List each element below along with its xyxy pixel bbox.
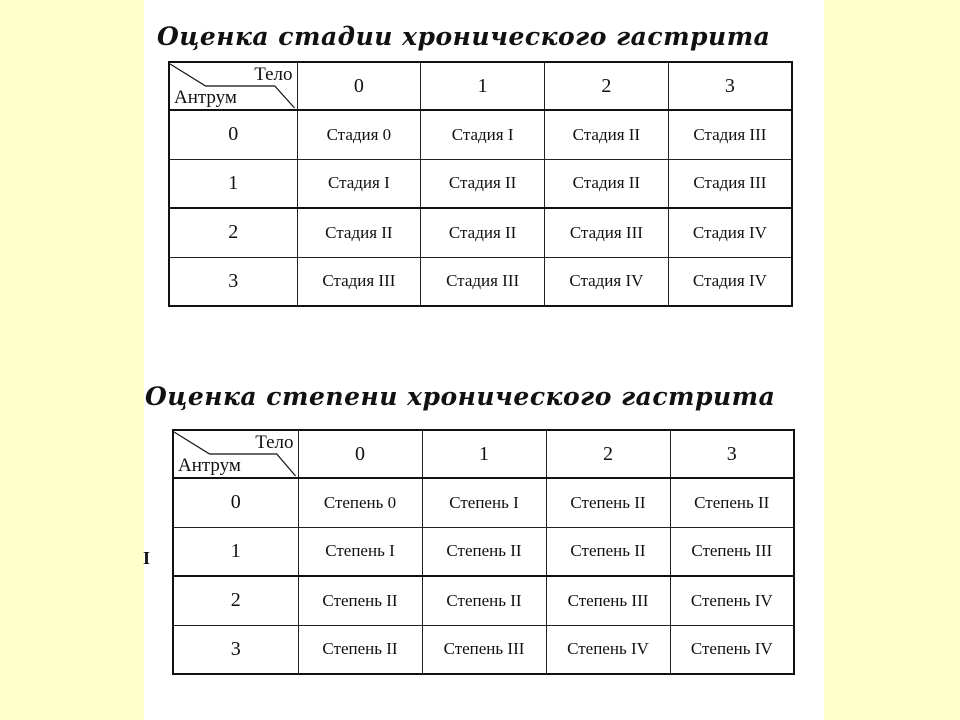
column-axis-label: Тело	[255, 432, 294, 453]
row-header: 1	[169, 159, 297, 208]
table-cell: Стадия II	[545, 110, 669, 159]
table-cell: Степень 0	[298, 478, 422, 527]
degree-table-title: Оценка степени хронического гастрита	[145, 382, 776, 411]
column-header: 2	[546, 430, 670, 478]
stray-mark: I	[143, 548, 151, 568]
table-cell: Стадия I	[297, 159, 421, 208]
table-cell: Степень II	[670, 478, 794, 527]
column-axis-label: Тело	[254, 64, 293, 85]
table-cell: Стадия III	[421, 257, 545, 306]
row-header: 3	[169, 257, 297, 306]
table-cell: Стадия IV	[668, 257, 792, 306]
table-cell: Стадия II	[421, 208, 545, 257]
table-cell: Степень I	[298, 527, 422, 576]
row-header: 3	[173, 625, 298, 674]
table-cell: Степень II	[422, 576, 546, 625]
column-header: 3	[668, 62, 792, 110]
column-header: 2	[545, 62, 669, 110]
table-cell: Степень III	[422, 625, 546, 674]
table-row	[173, 478, 794, 527]
table-cell: Стадия III	[668, 159, 792, 208]
column-header: 1	[422, 430, 546, 478]
row-header: 2	[169, 208, 297, 257]
table-cell: Стадия II	[421, 159, 545, 208]
table-row	[173, 625, 794, 674]
stage-corner-cell	[169, 62, 297, 110]
table-cell: Степень II	[546, 478, 670, 527]
column-header: 3	[670, 430, 794, 478]
table-cell: Стадия III	[668, 110, 792, 159]
table-cell: Стадия II	[545, 159, 669, 208]
row-header: 1	[173, 527, 298, 576]
table-row	[173, 527, 794, 576]
table-row	[169, 159, 792, 208]
table-cell: Степень I	[422, 478, 546, 527]
column-header: 1	[421, 62, 545, 110]
table-cell: Степень IV	[546, 625, 670, 674]
table-cell: Степень III	[546, 576, 670, 625]
table-cell: Степень II	[298, 576, 422, 625]
table-row	[169, 110, 792, 159]
stage-table-title: Оценка стадии хронического гастрита	[157, 22, 771, 51]
column-header: 0	[297, 62, 421, 110]
row-header: 0	[173, 478, 298, 527]
table-cell: Степень II	[298, 625, 422, 674]
degree-corner-cell	[173, 430, 298, 478]
table-cell: Степень II	[546, 527, 670, 576]
row-header: 0	[169, 110, 297, 159]
stage-table	[168, 61, 793, 307]
slide-page	[144, 0, 824, 720]
degree-header-row	[173, 430, 794, 478]
row-axis-label: Антрум	[174, 87, 237, 108]
table-cell: Степень IV	[670, 625, 794, 674]
table-cell: Стадия 0	[297, 110, 421, 159]
degree-table	[172, 429, 795, 675]
table-row	[173, 576, 794, 625]
table-cell: Стадия IV	[545, 257, 669, 306]
table-row	[169, 208, 792, 257]
table-cell: Степень III	[670, 527, 794, 576]
table-cell: Стадия II	[297, 208, 421, 257]
row-header: 2	[173, 576, 298, 625]
table-cell: Стадия III	[297, 257, 421, 306]
column-header: 0	[298, 430, 422, 478]
table-cell: Стадия IV	[668, 208, 792, 257]
table-row	[169, 257, 792, 306]
table-cell: Степень II	[422, 527, 546, 576]
table-cell: Стадия III	[545, 208, 669, 257]
row-axis-label: Антрум	[178, 455, 241, 476]
stage-header-row	[169, 62, 792, 110]
table-cell: Степень IV	[670, 576, 794, 625]
table-cell: Стадия I	[421, 110, 545, 159]
